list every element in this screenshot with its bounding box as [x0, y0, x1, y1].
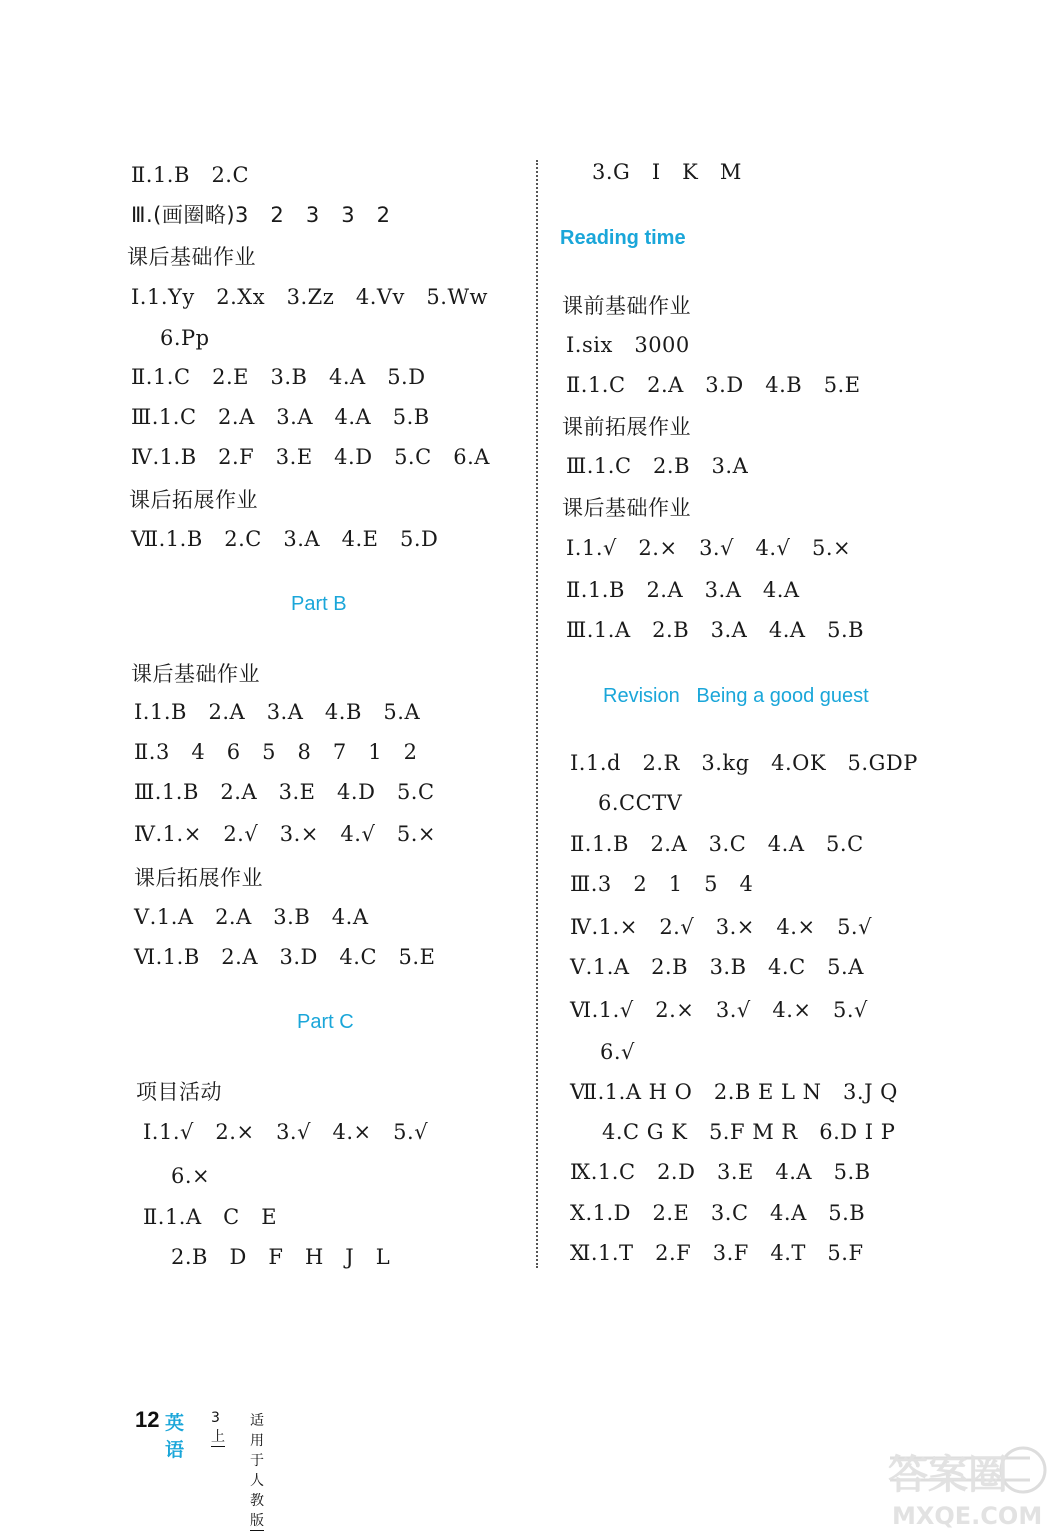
answer-line: Ⅰ.1.√ 2.× 3.√ 4.√ 5.×	[566, 536, 852, 560]
answer-line: Ⅲ.3 2 1 5 4	[570, 872, 754, 896]
answer-line: 6.Pp	[160, 326, 210, 350]
answer-line: Ⅲ.1.C 2.A 3.A 4.A 5.B	[131, 405, 430, 429]
answer-line: 6.√	[600, 1040, 635, 1064]
answer-line: Ⅳ.1.B 2.F 3.E 4.D 5.C 6.A	[131, 445, 490, 469]
part-heading: Part B	[291, 593, 347, 615]
answer-line: 4.C G K 5.F M R 6.D I P	[602, 1120, 896, 1144]
section-heading: 课后基础作业	[562, 496, 691, 520]
answer-line: Ⅰ.1.d 2.R 3.kg 4.OK 5.GDP	[570, 751, 918, 775]
part-heading: Part C	[297, 1011, 354, 1033]
section-heading: 课前拓展作业	[562, 415, 691, 439]
answer-line: Ⅲ.1.A 2.B 3.A 4.A 5.B	[566, 618, 865, 642]
answer-line: Ⅲ.(画圈略)3 2 3 3 2	[131, 203, 391, 227]
answer-line: Ⅸ.1.C 2.D 3.E 4.A 5.B	[570, 1160, 871, 1184]
section-title: Revision Being a good guest	[603, 685, 869, 707]
answer-line: Ⅳ.1.× 2.√ 3.× 4.× 5.√	[570, 915, 872, 939]
answer-line: Ⅱ.1.A C E	[143, 1205, 278, 1229]
answer-line: 6.CCTV	[598, 791, 683, 815]
section-heading: 课后基础作业	[131, 662, 260, 686]
answer-line: Ⅱ.1.B 2.A 3.C 4.A 5.C	[570, 832, 864, 856]
answer-line: Ⅱ.1.C 2.E 3.B 4.A 5.D	[131, 365, 426, 389]
answer-line: Ⅲ.1.B 2.A 3.E 4.D 5.C	[134, 780, 435, 804]
section-heading: 课后拓展作业	[134, 866, 263, 890]
answer-line: Ⅱ.1.B 2.A 3.A 4.A	[566, 578, 800, 602]
section-heading: 项目活动	[136, 1080, 222, 1104]
answer-line: Ⅶ.1.B 2.C 3.A 4.E 5.D	[131, 527, 439, 551]
subject-label: 英语	[165, 1412, 185, 1461]
answer-line: Ⅺ.1.T 2.F 3.F 4.T 5.F	[570, 1241, 864, 1265]
section-heading: 课后基础作业	[127, 245, 256, 269]
section-heading: 课前基础作业	[562, 294, 691, 318]
answer-line: Ⅳ.1.× 2.√ 3.× 4.√ 5.×	[134, 822, 436, 846]
watermark-top-text: 答案圈	[888, 1452, 1008, 1498]
watermark-bottom-text: MXQE.COM	[892, 1502, 1043, 1530]
answer-line: Ⅰ.1.Yy 2.Xx 3.Zz 4.Vv 5.Ww	[131, 285, 489, 309]
section-title: Reading time	[560, 227, 686, 249]
answer-line: 2.B D F H J L	[171, 1245, 391, 1269]
watermark-logo	[878, 1440, 1053, 1530]
answer-line: Ⅱ.1.C 2.A 3.D 4.B 5.E	[566, 373, 861, 397]
column-divider	[536, 160, 538, 1268]
answer-line: Ⅱ.1.B 2.C	[131, 163, 250, 187]
edition-label: 适用于人教版	[250, 1410, 264, 1531]
answer-line: Ⅴ.1.A 2.A 3.B 4.A	[134, 905, 369, 929]
answer-line: Ⅵ.1.√ 2.× 3.√ 4.× 5.√	[570, 998, 868, 1022]
answer-line: Ⅶ.1.A H O 2.B E L N 3.J Q	[570, 1080, 898, 1104]
grade-label: 3上	[211, 1410, 225, 1445]
answer-line: Ⅰ.six 3000	[566, 333, 690, 357]
answer-line: 3.G I K M	[592, 160, 742, 184]
answer-line: Ⅵ.1.B 2.A 3.D 4.C 5.E	[134, 945, 436, 969]
answer-line: Ⅲ.1.C 2.B 3.A	[566, 454, 749, 478]
page-number: 12	[135, 1407, 160, 1432]
section-heading: 课后拓展作业	[129, 488, 258, 512]
answer-line: Ⅹ.1.D 2.E 3.C 4.A 5.B	[570, 1201, 866, 1225]
answer-line: Ⅰ.1.√ 2.× 3.√ 4.× 5.√	[143, 1120, 429, 1144]
answer-line: 6.×	[171, 1164, 211, 1188]
answer-line: Ⅰ.1.B 2.A 3.A 4.B 5.A	[134, 700, 421, 724]
answer-line: Ⅴ.1.A 2.B 3.B 4.C 5.A	[570, 955, 864, 979]
answer-line: Ⅱ.3 4 6 5 8 7 1 2	[134, 740, 418, 764]
